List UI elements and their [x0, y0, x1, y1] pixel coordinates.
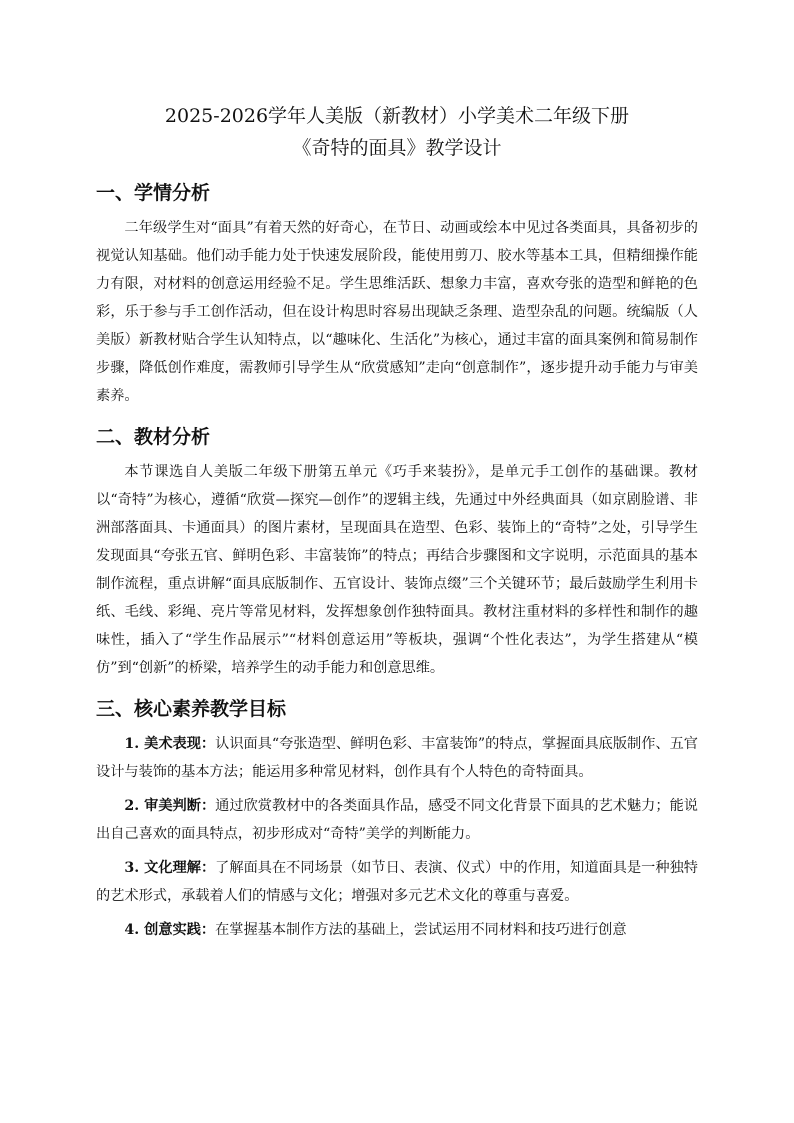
- goal-item: [96, 916, 698, 944]
- goal-text: 了解面具在不同场景（如节日、表演、仪式）中的作用，知道面具是一种独特的艺术形式，承载着人们的情感与文化；增强对多元艺术文化的尊重与喜爱。: [96, 860, 698, 904]
- document-page: [96, 100, 698, 956]
- document-title-line-1: 2025-2026学年人美版（新教材）小学美术二年级下册: [164, 105, 630, 127]
- goal-colon: ：: [200, 860, 216, 876]
- goal-item: [96, 854, 698, 910]
- section-heading: 一、学情分析: [96, 182, 211, 204]
- goal-colon: ：: [200, 736, 216, 752]
- goal-item: [96, 792, 698, 848]
- goal-colon: ：: [200, 922, 216, 938]
- section-paragraph: 二年级学生对“面具”有着天然的好奇心，在节日、动画或绘本中见过各类面具，具备初步的视觉认知基础。他们动手能力处于快速发展阶段，能使用剪刀、胶水等基本工具，但精细操作能力有限，对材料的创意运用经验不足。学生思维活跃、想象力丰富，喜欢夸张的造型和鲜艳的色彩，乐于参与手工创作活动，但在设计构思时容易出现缺乏条理、造型杂乱的问题。统编版（人美版）新教材贴合学生认知特点，以“趣味化、生活化”为核心，通过丰富的面具案例和简易制作步骤，降低创作难度，需教师引导学生从“欣赏感知”走向“创意制作”，逐步提升动手能力与审美素养。: [96, 220, 698, 404]
- goal-text: 在掌握基本制作方法的基础上，尝试运用不同材料和技巧进行创意: [215, 922, 627, 938]
- goal-label: 1. 美术表现: [124, 736, 201, 752]
- goal-item: [96, 730, 698, 786]
- section-textbook-analysis: [96, 422, 698, 682]
- goal-label: 2. 审美判断: [124, 798, 201, 814]
- goal-colon: ：: [200, 798, 216, 814]
- goal-label: 4. 创意实践: [124, 922, 201, 938]
- title-block: [96, 100, 698, 164]
- section-paragraph: 本节课选自人美版二年级下册第五单元《巧手来装扮》，是单元手工创作的基础课。教材以“奇特”为核心，遵循“欣赏—探究—创作”的逻辑主线，先通过中外经典面具（如京剧脸谱、非洲部落面具、卡通面具）的图片素材，呈现面具在造型、色彩、装饰上的“奇特”之处，引导学生发现面具“夸张五官、鲜明色彩、丰富装饰”的特点；再结合步骤图和文字说明，示范面具的基本制作流程，重点讲解“面具底版制作、五官设计、装饰点缀”三个关键环节；最后鼓励学生利用卡纸、毛线、彩绳、亮片等常见材料，发挥想象创作独特面具。教材注重材料的多样性和制作的趣味性，插入了“学生作品展示”“材料创意运用”等板块，强调“个性化表达”，为学生搭建从“模仿”到“创新”的桥梁，培养学生的动手能力和创意思维。: [96, 464, 698, 676]
- document-title-line-2: 《奇特的面具》教学设计: [292, 137, 502, 159]
- section-heading: 二、教材分析: [96, 426, 211, 448]
- goal-text: 通过欣赏教材中的各类面具作品，感受不同文化背景下面具的艺术魅力；能说出自己喜欢的面具特点，初步形成对“奇特”美学的判断能力。: [96, 798, 698, 842]
- goal-label: 3. 文化理解: [124, 860, 201, 876]
- section-teaching-goals: [96, 694, 698, 944]
- goal-text: 认识面具“夸张造型、鲜明色彩、丰富装饰”的特点，掌握面具底版制作、五官设计与装饰的基本方法；能运用多种常见材料，创作具有个人特色的奇特面具。: [96, 736, 698, 780]
- section-heading: 三、核心素养教学目标: [96, 698, 287, 720]
- section-learner-analysis: [96, 178, 698, 410]
